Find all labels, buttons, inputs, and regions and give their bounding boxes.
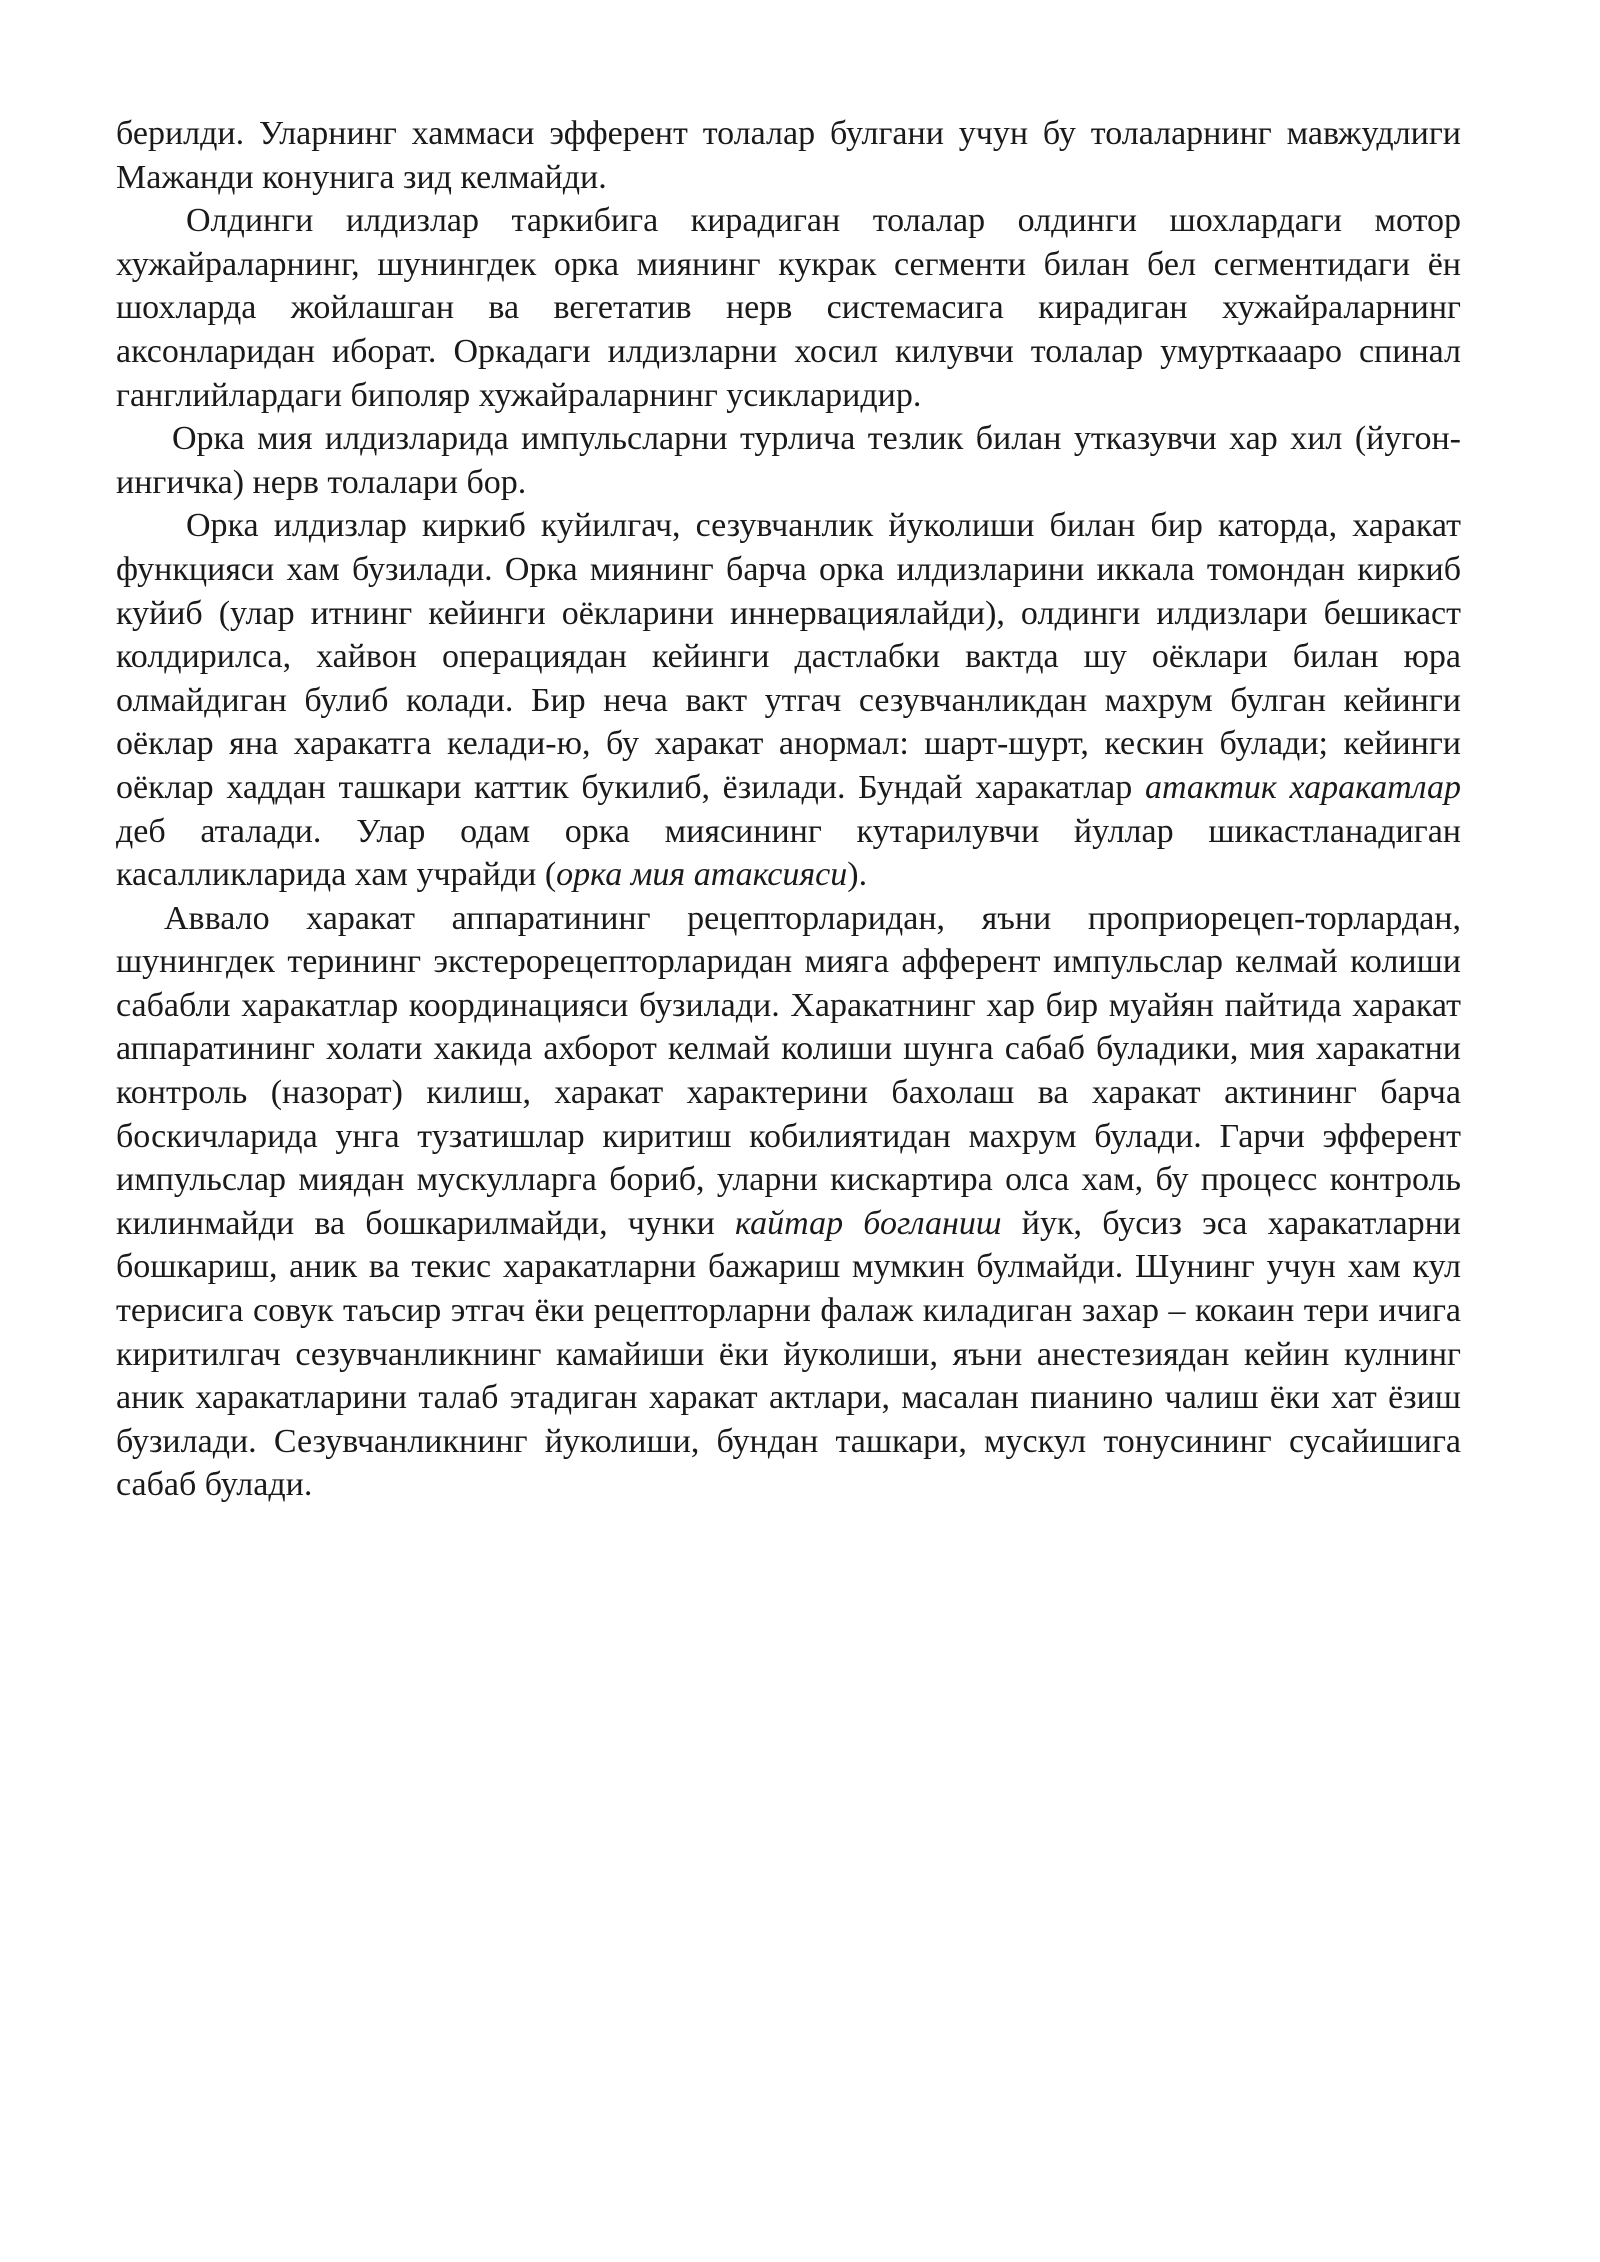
paragraph-1 — [116, 112, 1461, 199]
paragraph-4-text-a: Орка илдизлар киркиб куйилгач, сезувчанлик йуколиши билан бир каторда, харакат функцияси хам бузилади. Орка миянинг барча орка илдизларини иккала томондан киркиб куйиб (улар итнинг кейинги оёкларини иннервациялайди), олдинги илдизлари бешикаст колдирилса, хайвон операциядан кейинги дастлабки вактда шу оёклари билан юра олмайдиган булиб колади. Бир неча вакт утгач сезувчанликдан махрум булган кейинги оёклар яна харакатга келади-ю, бу харакат анормал: шарт-шурт, кескин булади; кейинги оёклар хаддан ташкари каттик букилиб, ёзилади. Бундай харакатлар — [116, 507, 1461, 806]
paragraph-5-text-a: Аввало харакат аппаратининг рецепторларидан, яъни проприорецеп-торлардан, шунингдек терининг экстерорецепторларидан мияга афферент импульслар келмай колиши сабабли харакатлар координацияси бузилади. Харакатнинг хар бир муайян пайтида харакат аппаратининг холати хакида ахборот келмай колиши шунга сабаб буладики, мия харакатни контроль (назорат) килиш, харакат характерини бахолаш ва харакат актининг барча боскичларида унга тузатишлар киритиш кобилиятидан махрум булади. Гарчи эфферент импульслар миядан мускулларга бориб, уларни кискартира олса хам, бу процесс контроль килинмайди ва бошкарилмайди, чунки — [116, 899, 1461, 1242]
paragraph-4 — [116, 504, 1461, 896]
paragraph-4-term-spinal-ataxia: орка мия атаксияси — [556, 856, 848, 894]
paragraph-3 — [116, 417, 1461, 504]
paragraph-2-text: Олдинги илдизлар таркибига кирадиган толалар олдинги шохлардаги мотор хужайраларнинг, шунингдек орка миянинг кукрак сегменти билан бел сегментидаги ён шохларда жойлашган ва вегетатив нерв системасига кирадиган хужайраларнинг аксонларидан иборат. Оркадаги илдизларни хосил килувчи толалар умурткаааро спинал ганглийлардаги биполяр хужайраларнинг усикларидир. — [116, 202, 1461, 414]
paragraph-4-term-ataxic-movements: атактик харакатлар — [1144, 768, 1461, 806]
paragraph-4-text-c: ). — [847, 856, 868, 894]
paragraph-4-text-b: деб аталади. Улар одам орка миясининг кутарилувчи йуллар шикастланадиган касалликларида хам учрайди ( — [116, 812, 1461, 894]
paragraph-2 — [116, 199, 1461, 417]
paragraph-5 — [116, 897, 1461, 1507]
paragraph-1-text: берилди. Уларнинг хаммаси эфферент толалар булгани учун бу толаларнинг мавжудлиги Мажанди конунига зид келмайди. — [116, 115, 1461, 196]
paragraph-3-text: Орка мия илдизларида импульсларни турлича тезлик билан утказувчи хар хил (йугон-ингичка) нерв толалари бор. — [116, 420, 1461, 501]
paragraph-5-term-feedback: кайтар богланиш — [735, 1204, 1002, 1242]
document-page — [116, 112, 1461, 1507]
paragraph-5-text-b: йук, бусиз эса харакатларни бошкариш, аник ва текис харакатларни бажариш мумкин булмайди. Шунинг учун хам кул терисига совук таъсир этгач ёки рецепторларни фалаж киладиган захар – кокаин тери ичига киритилгач сезувчанликнинг камайиши ёки йуколиши, яъни анестезиядан кейин кулнинг аник харакатларини талаб этадиган харакат актлари, масалан пианино чалиш ёки хат ёзиш бузилади. Сезувчанликнинг йуколиши, бундан ташкари, мускул тонусининг сусайишига сабаб булади. — [116, 1204, 1461, 1504]
